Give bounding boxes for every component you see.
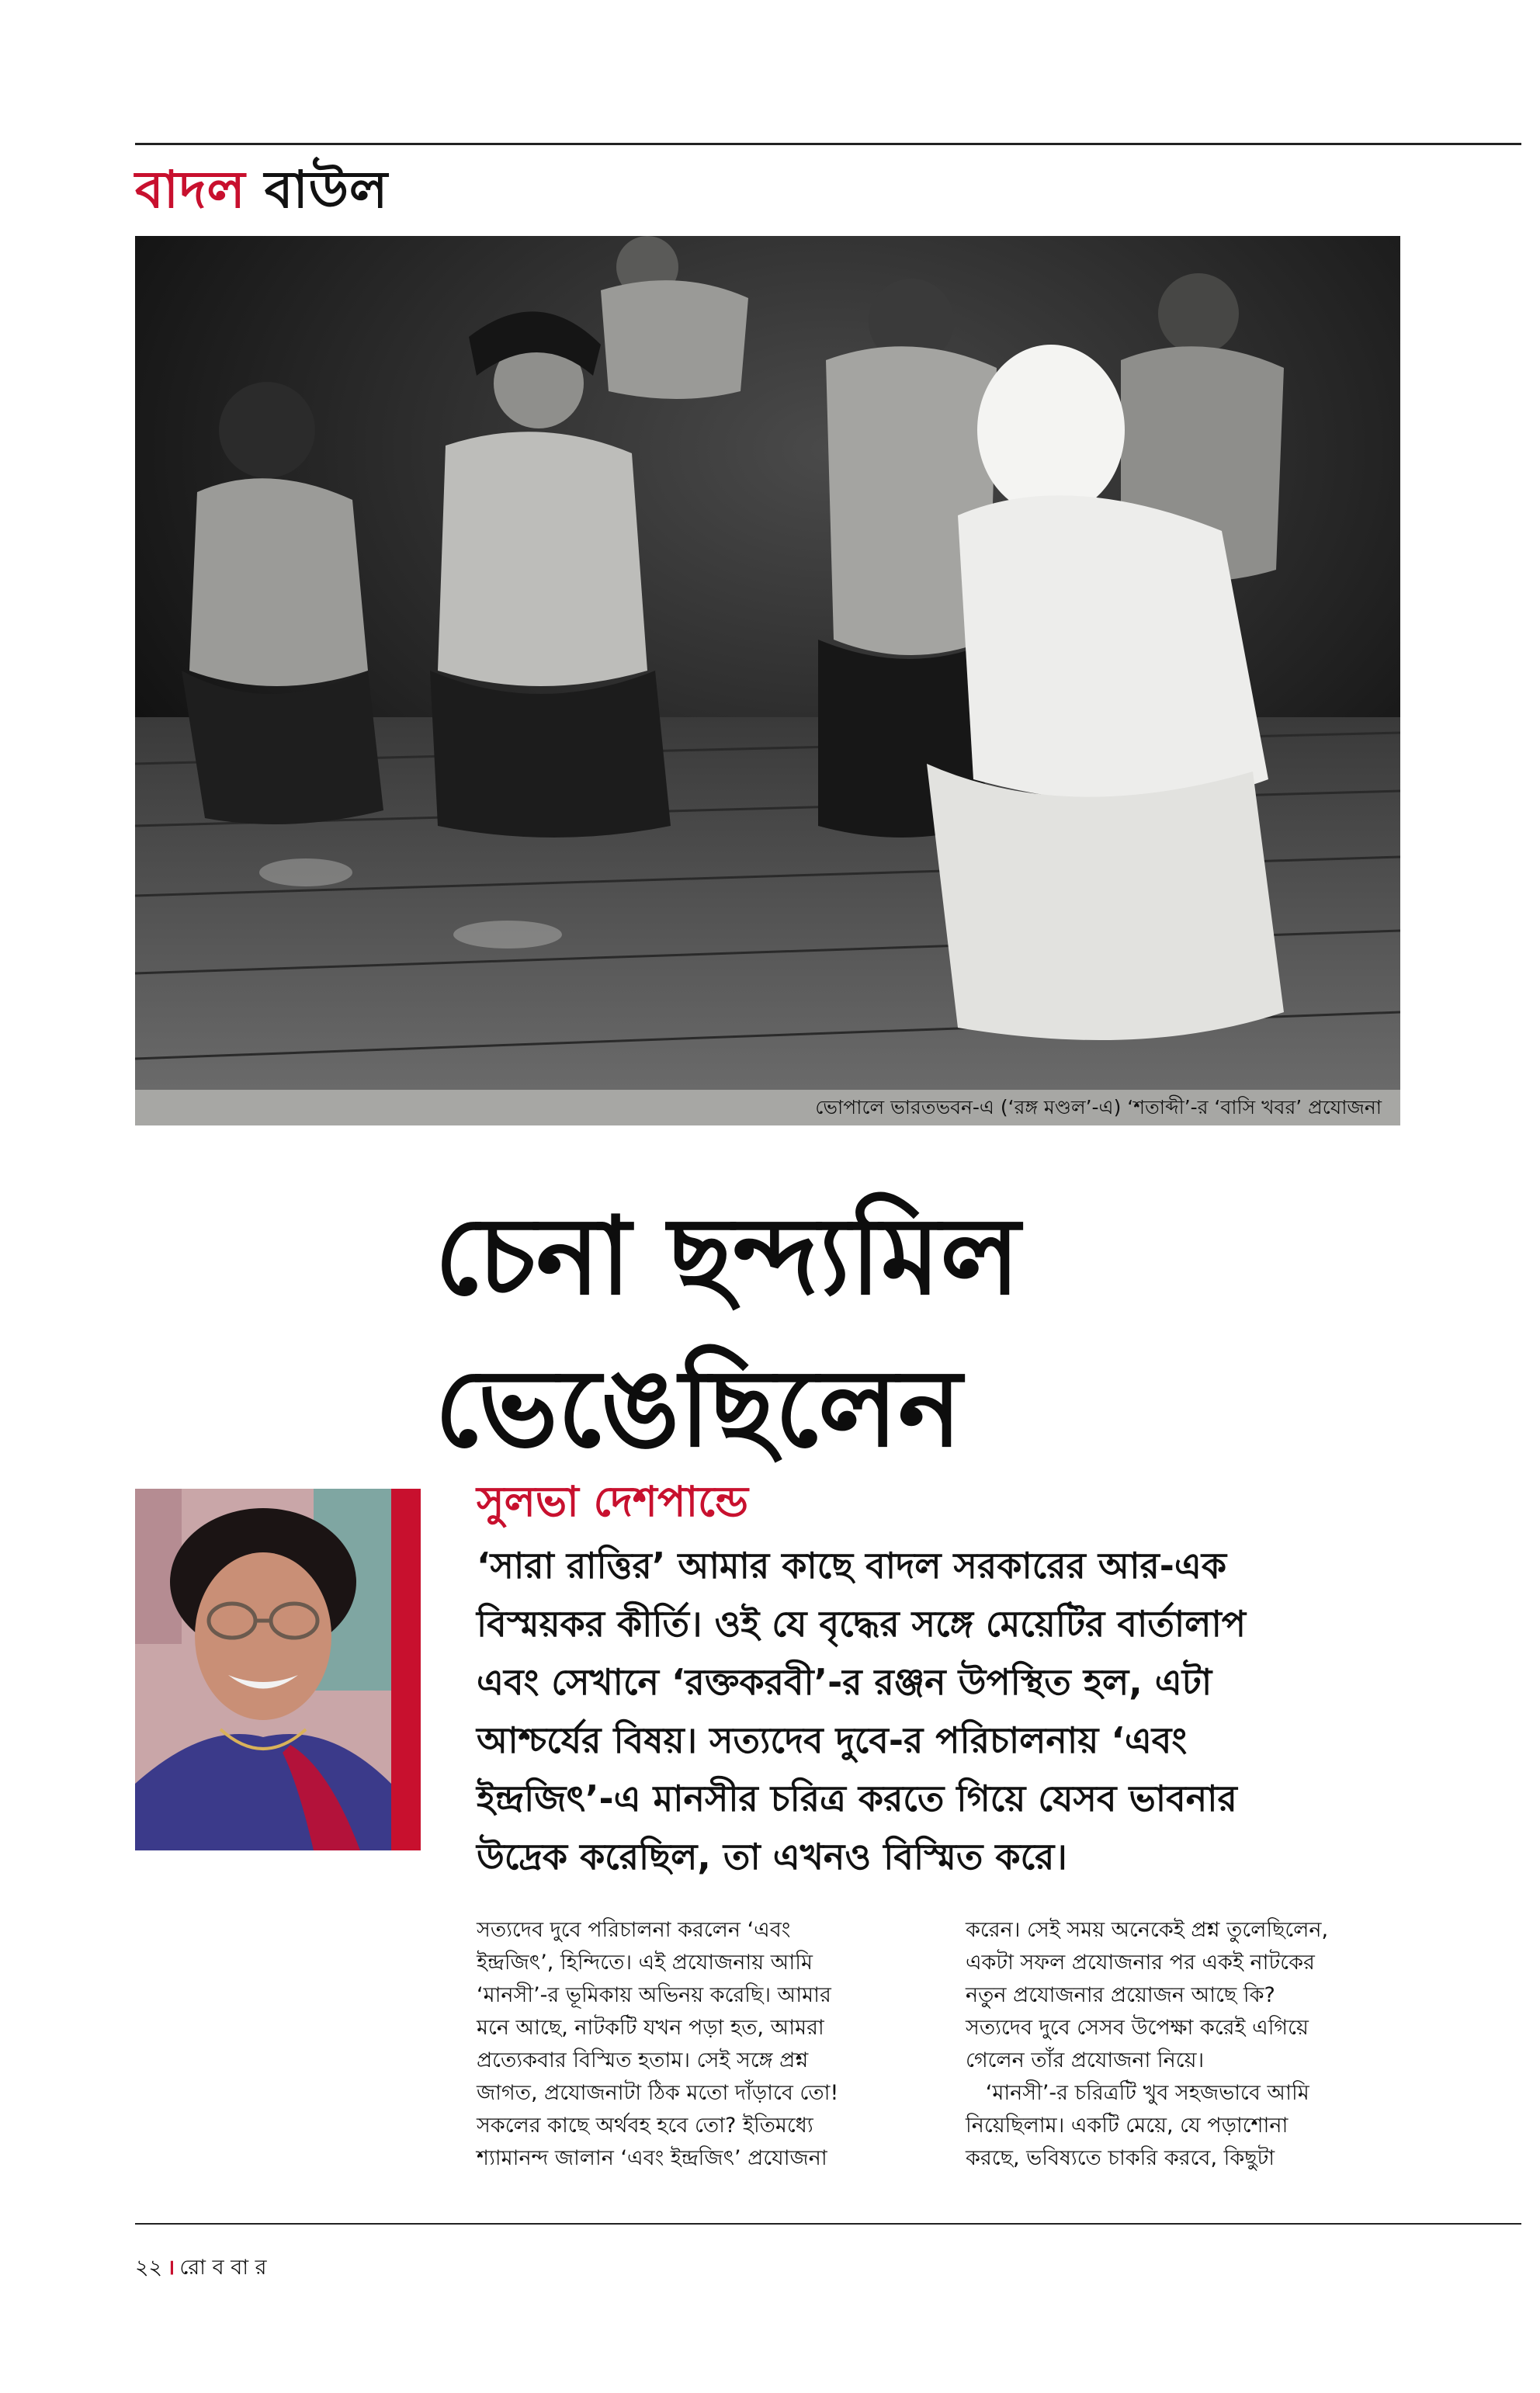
section-label-rest: বাউল [264,160,389,220]
body-line: করেন। সেই সময় অনেকেই প্রশ্ন তুলেছিলেন, [966,1918,1329,1942]
body-line: নিয়েছিলাম। একটি মেয়ে, যে পড়াশোনা [966,2114,1289,2138]
body-line: প্রত্যেকবার বিস্মিত হতাম। সেই সঙ্গে প্রশ্ন [477,2048,809,2072]
body-line: গেলেন তাঁর প্রযোজনা নিয়ে। [966,2048,1205,2072]
body-line: একটা সফল প্রযোজনার পর একই নাটকের [966,1951,1315,1975]
author-portrait [135,1489,391,1850]
headline-line-2: ভেঙেছিলেন [435,1344,962,1471]
body-line: ‘মানসী’-র চরিত্রটি খুব সহজভাবে আমি [966,2081,1309,2105]
top-rule [135,143,1521,145]
intro-line: উদ্রেক করেছিল, তা এখনও বিস্মিত করে। [477,1836,1067,1878]
rehearsal-photo [135,236,1400,1090]
intro-line: ‘সারা রাত্তির’ আমার কাছে বাদল সরকারের আর-এক [477,1545,1227,1587]
body-line: সত্যদেব দুবে পরিচালনা করলেন ‘এবং [477,1918,791,1942]
intro-line: ইন্দ্রজিৎ’-এ মানসীর চরিত্র করতে গিয়ে যেসব ভাবনার [477,1777,1237,1819]
section-label-accent: বাদল [135,160,246,220]
intro-line: আশ্চর্যের বিষয়। সত্যদেব দুবে-র পরিচালনায় ‘এবং [477,1719,1188,1761]
rehearsal-photo-illustration [135,236,1400,1090]
body-line: নতুন প্রযোজনার প্রয়োজন আছে কি? [966,1983,1275,2007]
intro-line: এবং সেখানে ‘রক্তকরবী’-র রঞ্জন উপস্থিত হল, এটা [477,1661,1212,1703]
body-line: সত্যদেব দুবে সেসব উপেক্ষা করেই এগিয়ে [966,2016,1309,2040]
intro-line: বিস্ময়কর কীর্তি। ওই যে বৃদ্ধের সঙ্গে মেয়েটির বার্তালাপ [477,1603,1247,1645]
magazine-name: রো ব বা র [179,2256,267,2280]
body-line: সকলের কাছে অর্থবহ হবে তো? ইতিমধ্যে [477,2114,813,2138]
author-byline: সুলভা দেশপান্ডে [477,1477,748,1526]
body-line: জাগত, প্রযোজনাটা ঠিক মতো দাঁড়াবে তো! [477,2081,839,2105]
portrait-accent-bar [391,1489,421,1850]
headline [435,1180,1444,1484]
author-portrait-illustration [135,1489,391,1850]
page-footer [135,2253,266,2284]
intro-paragraph [477,1537,1408,1886]
bottom-rule [135,2223,1521,2225]
photo-caption: ভোপালে ভারতভবন-এ (‘রঙ্গ মণ্ডল’-এ) ‘শতাব্দী’-র ‘বাসি খবর’ প্রযোজনা [135,1090,1400,1125]
body-column-2 [966,1914,1400,2175]
page-number: ২২ [135,2256,163,2280]
body-line: করছে, ভবিষ্যতে চাকরি করবে, কিছুটা [966,2146,1275,2170]
body-line: মনে আছে, নাটকটি যখন পড়া হত, আমরা [477,2016,824,2040]
body-line: শ্যামানন্দ জালান ‘এবং ইন্দ্রজিৎ’ প্রযোজনা [477,2146,827,2170]
body-line: ‘মানসী’-র ভূমিকায় অভিনয় করেছি। আমার [477,1983,831,2007]
body-column-1 [477,1914,911,2175]
headline-line-1: চেনা ছন্দ্যমিল [435,1192,1021,1319]
footer-separator: । [167,2256,175,2280]
body-line: ইন্দ্রজিৎ’, হিন্দিতে। এই প্রযোজনায় আমি [477,1951,813,1975]
section-label [135,159,388,221]
